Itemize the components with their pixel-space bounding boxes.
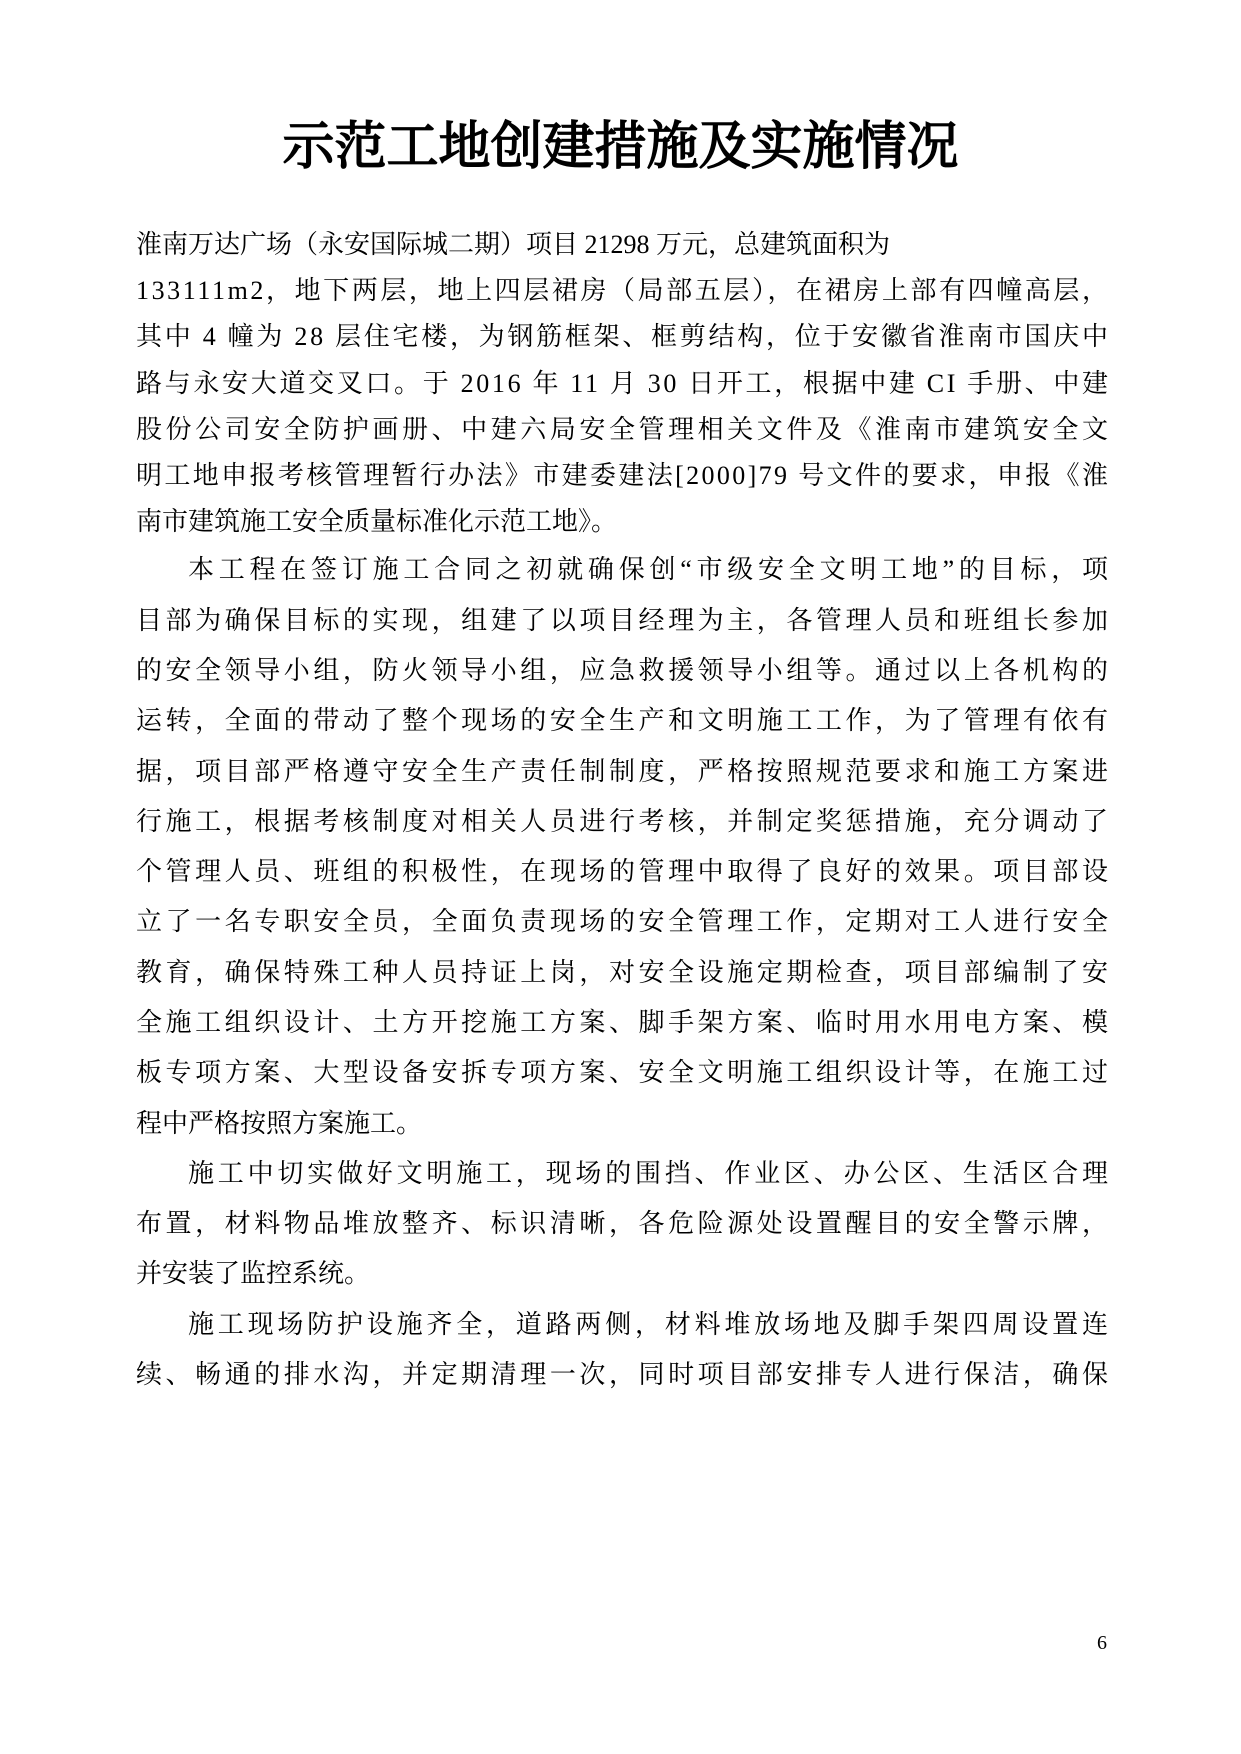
text-line-content: 目部为确保目标的实现，组建了以项目经理为主，各管理人员和班组长参加: [136, 605, 1112, 635]
text-line: [136, 1249, 1108, 1299]
text-line-content: 布置，材料物品堆放整齐、标识清晰，各危险源处设置醒目的安全警示牌，: [136, 1209, 1112, 1239]
paragraph: [136, 222, 1112, 545]
document-body: [136, 222, 1113, 1400]
text-line: [136, 268, 1111, 314]
text-line: [136, 1300, 1112, 1350]
text-line: [136, 407, 1112, 453]
paragraph: [136, 1149, 1112, 1300]
text-line: [136, 1099, 1108, 1149]
text-line: [136, 747, 1112, 797]
text-line-content: 立了一名专职安全员，全面负责现场的安全管理工作，定期对工人进行安全: [136, 907, 1112, 937]
text-line-content: 的安全领导小组，防火领导小组，应急救援领导小组等。通过以上各机构的: [136, 655, 1112, 685]
text-line-content: 南市建筑施工安全质量标准化示范工地》。: [136, 507, 618, 537]
paragraph: [136, 545, 1113, 1149]
text-line: [136, 948, 1112, 998]
text-line: [136, 222, 1108, 268]
text-line: [136, 545, 1113, 595]
text-line: [136, 646, 1112, 696]
document-title: 示范工地创建措施及实施情况: [282, 119, 959, 176]
text-line: [136, 1149, 1112, 1199]
text-line-content: 施工现场防护设施齐全，道路两侧，材料堆放场地及脚手架四周设置连: [188, 1309, 1112, 1339]
text-line: [136, 499, 1108, 545]
text-line-content: 133111m2，地下两层，地上四层裙房（局部五层），在裙房上部有四幢高层，: [136, 276, 1111, 306]
text-line-content: 其中 4 幢为 28 层住宅楼，为钢筋框架、框剪结构，位于安徽省淮南市国庆中: [136, 322, 1111, 352]
text-line: [136, 453, 1111, 499]
text-line-content: 全施工组织设计、土方开挖施工方案、脚手架方案、临时用水用电方案、模: [136, 1007, 1112, 1037]
text-line-content: 个管理人员、班组的积极性，在现场的管理中取得了良好的效果。项目部设: [136, 857, 1112, 887]
text-line-content: 行施工，根据考核制度对相关人员进行考核，并制定奖惩措施，充分调动了: [136, 806, 1112, 836]
text-line-content: 板专项方案、大型设备安拆专项方案、安全文明施工组织设计等，在施工过: [136, 1058, 1112, 1088]
text-line: [136, 1048, 1112, 1098]
text-line: [136, 1199, 1112, 1249]
text-line-content: 程中严格按照方案施工。: [136, 1108, 423, 1138]
text-line: [136, 596, 1112, 646]
text-line: [136, 314, 1111, 360]
page-number: 6: [1097, 1632, 1107, 1654]
text-line: [136, 696, 1112, 746]
text-line: [136, 1350, 1112, 1400]
text-line-content: 本工程在签订施工合同之初就确保创“市级安全文明工地”的目标，项: [188, 555, 1113, 585]
text-line: [136, 897, 1112, 947]
text-line-content: 运转，全面的带动了整个现场的安全生产和文明施工工作，为了管理有依有: [136, 706, 1112, 736]
text-line-content: 据，项目部严格遵守安全生产责任制制度，严格按照规范要求和施工方案进: [136, 756, 1112, 786]
text-line-content: 明工地申报考核管理暂行办法》市建委建法[2000]79 号文件的要求，申报《淮: [136, 460, 1111, 490]
text-line: [136, 847, 1112, 897]
text-line-content: 续、畅通的排水沟，并定期清理一次，同时项目部安排专人进行保洁，确保: [136, 1360, 1112, 1390]
text-line: [136, 797, 1112, 847]
text-line-content: 路与永安大道交叉口。于 2016 年 11 月 30 日开工，根据中建 CI 手册、中建: [136, 368, 1111, 398]
text-line-content: 施工中切实做好文明施工，现场的围挡、作业区、办公区、生活区合理: [188, 1158, 1112, 1188]
text-line: [136, 998, 1112, 1048]
paragraph: [136, 1300, 1112, 1401]
text-line-content: 股份公司安全防护画册、中建六局安全管理相关文件及《淮南市建筑安全文: [136, 414, 1112, 444]
text-line-content: 教育，确保特殊工种人员持证上岗，对安全设施定期检查，项目部编制了安: [136, 957, 1112, 987]
text-line: [136, 361, 1111, 407]
text-line-content: 淮南万达广场（永安国际城二期）项目 21298 万元，总建筑面积为: [136, 230, 891, 259]
text-line-content: 并安装了监控系统。: [136, 1259, 371, 1289]
